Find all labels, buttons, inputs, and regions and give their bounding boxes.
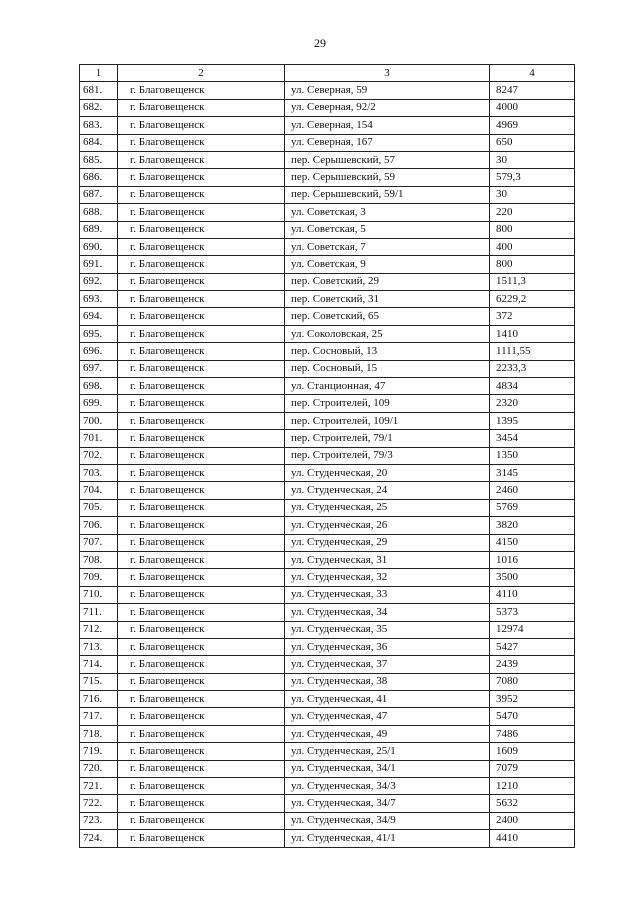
row-city: г. Благовещенск <box>118 743 285 760</box>
row-address: ул. Студенческая, 38 <box>285 673 490 690</box>
row-value: 30 <box>490 151 575 168</box>
row-address: пер. Строителей, 109/1 <box>285 412 490 429</box>
row-value: 3952 <box>490 691 575 708</box>
table-body <box>80 82 575 847</box>
row-address: ул. Студенческая, 29 <box>285 534 490 551</box>
row-number: 701. <box>80 430 118 447</box>
table-row <box>80 795 575 812</box>
row-city: г. Благовещенск <box>118 778 285 795</box>
table-row <box>80 360 575 377</box>
row-address: ул. Студенческая, 20 <box>285 464 490 481</box>
row-city: г. Благовещенск <box>118 291 285 308</box>
row-number: 724. <box>80 830 118 847</box>
row-value: 5470 <box>490 708 575 725</box>
table-row <box>80 99 575 116</box>
row-address: ул. Северная, 167 <box>285 134 490 151</box>
row-number: 723. <box>80 812 118 829</box>
table-row <box>80 638 575 655</box>
row-city: г. Благовещенск <box>118 482 285 499</box>
row-city: г. Благовещенск <box>118 99 285 116</box>
row-number: 721. <box>80 778 118 795</box>
row-value: 1210 <box>490 778 575 795</box>
row-address: ул. Студенческая, 25/1 <box>285 743 490 760</box>
row-number: 706. <box>80 517 118 534</box>
row-city: г. Благовещенск <box>118 412 285 429</box>
table-row <box>80 499 575 516</box>
row-number: 702. <box>80 447 118 464</box>
row-address: ул. Студенческая, 34/7 <box>285 795 490 812</box>
row-number: 711. <box>80 604 118 621</box>
table-row <box>80 221 575 238</box>
row-value: 1350 <box>490 447 575 464</box>
row-address: ул. Студенческая, 34/9 <box>285 812 490 829</box>
row-value: 1111,55 <box>490 343 575 360</box>
column-header-4: 4 <box>490 65 575 82</box>
row-number: 692. <box>80 273 118 290</box>
row-city: г. Благовещенск <box>118 569 285 586</box>
row-city: г. Благовещенск <box>118 430 285 447</box>
table-row <box>80 430 575 447</box>
row-value: 4969 <box>490 117 575 134</box>
row-city: г. Благовещенск <box>118 517 285 534</box>
row-value: 2320 <box>490 395 575 412</box>
table-row <box>80 256 575 273</box>
row-number: 689. <box>80 221 118 238</box>
row-city: г. Благовещенск <box>118 638 285 655</box>
row-value: 12974 <box>490 621 575 638</box>
table-row <box>80 830 575 847</box>
row-number: 696. <box>80 343 118 360</box>
row-number: 691. <box>80 256 118 273</box>
row-number: 704. <box>80 482 118 499</box>
table-row <box>80 273 575 290</box>
row-city: г. Благовещенск <box>118 395 285 412</box>
table-row <box>80 534 575 551</box>
row-value: 2233,3 <box>490 360 575 377</box>
table-row <box>80 378 575 395</box>
row-city: г. Благовещенск <box>118 273 285 290</box>
row-number: 688. <box>80 204 118 221</box>
row-address: пер. Серышевский, 59/1 <box>285 186 490 203</box>
table-row <box>80 569 575 586</box>
row-value: 579,3 <box>490 169 575 186</box>
row-city: г. Благовещенск <box>118 343 285 360</box>
table-row <box>80 186 575 203</box>
row-value: 800 <box>490 256 575 273</box>
row-value: 2400 <box>490 812 575 829</box>
table-row <box>80 412 575 429</box>
row-address: ул. Студенческая, 47 <box>285 708 490 725</box>
row-city: г. Благовещенск <box>118 238 285 255</box>
row-city: г. Благовещенск <box>118 378 285 395</box>
row-address: пер. Советский, 31 <box>285 291 490 308</box>
row-city: г. Благовещенск <box>118 117 285 134</box>
row-address: пер. Серышевский, 59 <box>285 169 490 186</box>
row-number: 686. <box>80 169 118 186</box>
row-number: 698. <box>80 378 118 395</box>
row-city: г. Благовещенск <box>118 725 285 742</box>
table-row <box>80 82 575 99</box>
table-row <box>80 725 575 742</box>
row-number: 690. <box>80 238 118 255</box>
row-number: 699. <box>80 395 118 412</box>
row-value: 5769 <box>490 499 575 516</box>
table-row <box>80 169 575 186</box>
table-row <box>80 812 575 829</box>
row-number: 718. <box>80 725 118 742</box>
table-row <box>80 517 575 534</box>
row-value: 3820 <box>490 517 575 534</box>
row-value: 7080 <box>490 673 575 690</box>
table-row <box>80 151 575 168</box>
row-number: 709. <box>80 569 118 586</box>
row-city: г. Благовещенск <box>118 256 285 273</box>
row-value: 4150 <box>490 534 575 551</box>
row-number: 713. <box>80 638 118 655</box>
table-row <box>80 238 575 255</box>
row-address: ул. Советская, 7 <box>285 238 490 255</box>
row-number: 708. <box>80 551 118 568</box>
row-address: пер. Советский, 65 <box>285 308 490 325</box>
row-address: ул. Станционная, 47 <box>285 378 490 395</box>
row-number: 720. <box>80 760 118 777</box>
row-value: 1609 <box>490 743 575 760</box>
row-address: ул. Студенческая, 37 <box>285 656 490 673</box>
row-value: 220 <box>490 204 575 221</box>
row-city: г. Благовещенск <box>118 447 285 464</box>
row-number: 710. <box>80 586 118 603</box>
row-number: 703. <box>80 464 118 481</box>
row-address: ул. Студенческая, 26 <box>285 517 490 534</box>
row-value: 3500 <box>490 569 575 586</box>
row-value: 650 <box>490 134 575 151</box>
column-header-2: 2 <box>118 65 285 82</box>
row-value: 7079 <box>490 760 575 777</box>
row-city: г. Благовещенск <box>118 812 285 829</box>
row-city: г. Благовещенск <box>118 169 285 186</box>
row-address: пер. Строителей, 109 <box>285 395 490 412</box>
row-address: ул. Студенческая, 31 <box>285 551 490 568</box>
row-address: ул. Северная, 154 <box>285 117 490 134</box>
row-value: 4410 <box>490 830 575 847</box>
row-number: 705. <box>80 499 118 516</box>
row-number: 684. <box>80 134 118 151</box>
row-address: ул. Советская, 3 <box>285 204 490 221</box>
row-address: ул. Студенческая, 24 <box>285 482 490 499</box>
row-address: ул. Студенческая, 34 <box>285 604 490 621</box>
row-value: 4000 <box>490 99 575 116</box>
row-city: г. Благовещенск <box>118 656 285 673</box>
row-value: 5427 <box>490 638 575 655</box>
row-address: пер. Сосновый, 13 <box>285 343 490 360</box>
row-value: 30 <box>490 186 575 203</box>
table-row <box>80 551 575 568</box>
row-city: г. Благовещенск <box>118 204 285 221</box>
row-city: г. Благовещенск <box>118 221 285 238</box>
row-value: 4110 <box>490 586 575 603</box>
row-value: 1511,3 <box>490 273 575 290</box>
row-address: ул. Студенческая, 32 <box>285 569 490 586</box>
row-number: 722. <box>80 795 118 812</box>
row-number: 685. <box>80 151 118 168</box>
row-address: ул. Северная, 59 <box>285 82 490 99</box>
row-address: ул. Студенческая, 35 <box>285 621 490 638</box>
table-header-row <box>80 65 575 82</box>
row-value: 3454 <box>490 430 575 447</box>
row-value: 6229,2 <box>490 291 575 308</box>
row-city: г. Благовещенск <box>118 795 285 812</box>
row-number: 681. <box>80 82 118 99</box>
row-address: ул. Студенческая, 36 <box>285 638 490 655</box>
row-city: г. Благовещенск <box>118 551 285 568</box>
row-city: г. Благовещенск <box>118 586 285 603</box>
row-address: пер. Серышевский, 57 <box>285 151 490 168</box>
table-row <box>80 760 575 777</box>
table-row <box>80 134 575 151</box>
table-row <box>80 586 575 603</box>
row-number: 712. <box>80 621 118 638</box>
row-value: 400 <box>490 238 575 255</box>
row-city: г. Благовещенск <box>118 151 285 168</box>
row-number: 687. <box>80 186 118 203</box>
table-row <box>80 117 575 134</box>
row-address: пер. Советский, 29 <box>285 273 490 290</box>
row-number: 683. <box>80 117 118 134</box>
column-header-1: 1 <box>80 65 118 82</box>
row-address: ул. Соколовская, 25 <box>285 325 490 342</box>
table-row <box>80 691 575 708</box>
row-number: 716. <box>80 691 118 708</box>
row-address: ул. Студенческая, 34/3 <box>285 778 490 795</box>
row-number: 693. <box>80 291 118 308</box>
registry-table <box>79 64 575 848</box>
table-row <box>80 308 575 325</box>
table-row <box>80 673 575 690</box>
row-number: 715. <box>80 673 118 690</box>
page-number: 29 <box>314 36 326 50</box>
table-row <box>80 395 575 412</box>
table-row <box>80 343 575 360</box>
row-city: г. Благовещенск <box>118 360 285 377</box>
row-city: г. Благовещенск <box>118 186 285 203</box>
row-value: 5373 <box>490 604 575 621</box>
row-address: ул. Студенческая, 49 <box>285 725 490 742</box>
row-address: пер. Строителей, 79/1 <box>285 430 490 447</box>
row-value: 2460 <box>490 482 575 499</box>
row-address: ул. Студенческая, 41 <box>285 691 490 708</box>
row-value: 2439 <box>490 656 575 673</box>
table-row <box>80 204 575 221</box>
row-value: 1016 <box>490 551 575 568</box>
row-city: г. Благовещенск <box>118 621 285 638</box>
row-address: ул. Советская, 9 <box>285 256 490 273</box>
table-row <box>80 325 575 342</box>
row-address: ул. Студенческая, 25 <box>285 499 490 516</box>
row-value: 1410 <box>490 325 575 342</box>
table-row <box>80 708 575 725</box>
row-city: г. Благовещенск <box>118 604 285 621</box>
row-value: 5632 <box>490 795 575 812</box>
row-value: 7486 <box>490 725 575 742</box>
row-city: г. Благовещенск <box>118 760 285 777</box>
row-address: пер. Строителей, 79/3 <box>285 447 490 464</box>
table-row <box>80 291 575 308</box>
row-city: г. Благовещенск <box>118 830 285 847</box>
row-city: г. Благовещенск <box>118 82 285 99</box>
row-city: г. Благовещенск <box>118 308 285 325</box>
row-city: г. Благовещенск <box>118 464 285 481</box>
column-header-3: 3 <box>285 65 490 82</box>
row-number: 719. <box>80 743 118 760</box>
row-address: пер. Сосновый, 15 <box>285 360 490 377</box>
table-row <box>80 743 575 760</box>
row-city: г. Благовещенск <box>118 708 285 725</box>
table-row <box>80 656 575 673</box>
row-number: 717. <box>80 708 118 725</box>
row-address: ул. Студенческая, 34/1 <box>285 760 490 777</box>
row-value: 372 <box>490 308 575 325</box>
row-number: 700. <box>80 412 118 429</box>
row-number: 694. <box>80 308 118 325</box>
row-city: г. Благовещенск <box>118 325 285 342</box>
row-city: г. Благовещенск <box>118 534 285 551</box>
row-number: 682. <box>80 99 118 116</box>
row-address: ул. Советская, 5 <box>285 221 490 238</box>
row-number: 714. <box>80 656 118 673</box>
row-number: 697. <box>80 360 118 377</box>
row-value: 4834 <box>490 378 575 395</box>
table-row <box>80 447 575 464</box>
row-address: ул. Студенческая, 41/1 <box>285 830 490 847</box>
table-row <box>80 464 575 481</box>
row-city: г. Благовещенск <box>118 691 285 708</box>
row-number: 707. <box>80 534 118 551</box>
row-value: 800 <box>490 221 575 238</box>
table-row <box>80 482 575 499</box>
row-value: 1395 <box>490 412 575 429</box>
table-row <box>80 778 575 795</box>
row-city: г. Благовещенск <box>118 134 285 151</box>
row-address: ул. Северная, 92/2 <box>285 99 490 116</box>
table-row <box>80 604 575 621</box>
row-city: г. Благовещенск <box>118 673 285 690</box>
row-value: 8247 <box>490 82 575 99</box>
row-city: г. Благовещенск <box>118 499 285 516</box>
row-number: 695. <box>80 325 118 342</box>
table-row <box>80 621 575 638</box>
row-address: ул. Студенческая, 33 <box>285 586 490 603</box>
row-value: 3145 <box>490 464 575 481</box>
